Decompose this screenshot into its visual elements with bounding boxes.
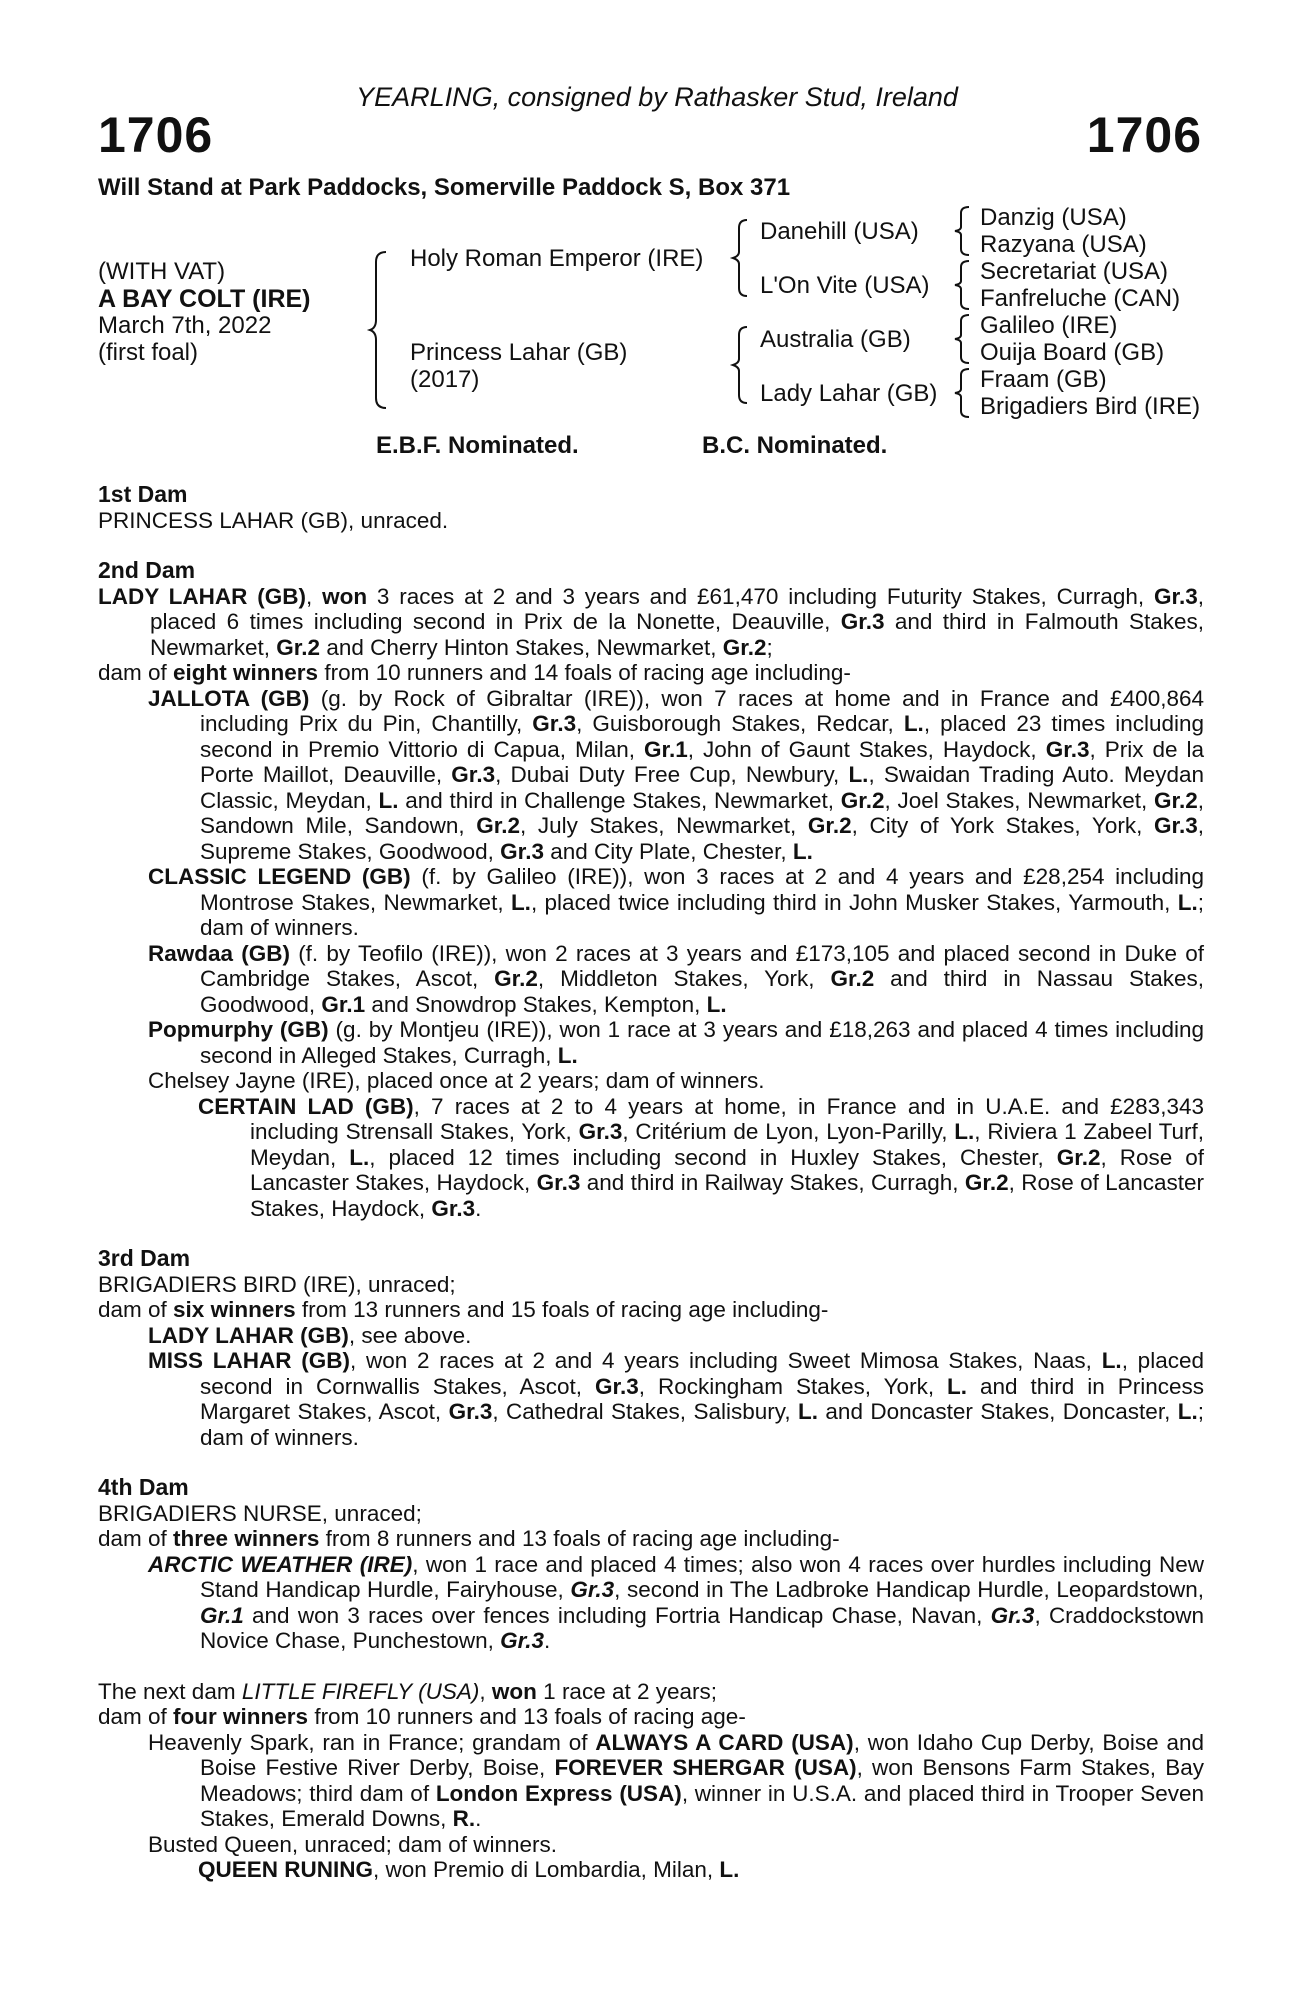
produce-miss-lahar: MISS LAHAR (GB), won 2 races at 2 and 4 years including Sweet Mimosa Stakes, Naas, L., placed second in Cornwallis Stakes, Ascot, Gr.3, Rockingham Stakes, York, L. and third in Princess Margaret Stakes, Ascot, Gr.3, Cathedral Stakes, Salisbury, L. and Doncaster Stakes, Doncaster, L.; dam of winners. [148,1348,1205,1450]
dam-year: (2017) [410,366,480,393]
produce-certain-lad: CERTAIN LAD (GB), 7 races at 2 to 4 years at home, in France and in U.A.E. and £283,343 including Strensall Stakes, York, Gr.3, Critérium de Lyon, Lyon-Parilly, L., Riviera 1 Zabeel Turf, Meydan, L., placed 12 times including second in Huxley Stakes, Chester, Gr.2, Rose of Lancaster Stakes, Haydock, Gr.3 and third in Railway Stakes, Curragh, Gr.2, Rose of Lancaster Stakes, Haydock, Gr.3. [198,1093,1204,1221]
dam-dam: Lady Lahar (GB) [760,380,938,407]
produce-queen-runing: QUEEN RUNING, won Premio di Lombardia, Milan, L. [198,1857,740,1882]
lot-number-left: 1706 [98,107,214,163]
pedigree-bracket-g1 [955,205,973,257]
ebf-nomination: E.B.F. Nominated. [376,432,579,459]
fourth-dam-produce-summary: dam of three winners from 8 runners and 13 foals of racing age including- [98,1526,840,1551]
dam-sire: Australia (GB) [760,326,911,353]
pedigree-bracket-g4 [955,367,973,419]
stand-location: Will Stand at Park Paddocks, Somerville Paddock S, Box 371 [98,174,791,201]
ancestor-5: Galileo (IRE) [980,312,1118,339]
produce-jallota: JALLOTA (GB) (g. by Rock of Gibraltar (IRE)), won 7 races at home and in France and £400,864 including Prix du Pin, Chantilly, Gr.3, Guisborough Stakes, Redcar, L., placed 23 times including second in Premio Vittorio di Capua, Milan, Gr.1, John of Gaunt Stakes, Haydock, Gr.3, Prix de la Porte Maillot, Deauville, Gr.3, Dubai Duty Free Cup, Newbury, L., Swaidan Trading Auto. Meydan Classic, Meydan, L. and third in Challenge Stakes, Newmarket, Gr.2, Joel Stakes, Newmarket, Gr.2, Sandown Mile, Sandown, Gr.2, July Stakes, Newmarket, Gr.2, City of York Stakes, York, Gr.3, Supreme Stakes, Goodwood, Gr.3 and City Plate, Chester, L. [148,685,1205,864]
ancestor-3: Secretariat (USA) [980,258,1169,285]
second-dam-record: LADY LAHAR (GB), won 3 races at 2 and 3 years and £61,470 including Futurity Stakes, Curragh, Gr.3, placed 6 times including second in Prix de la Nonette, Deauville, Gr.3 and third in Falmouth Stakes, Newmarket, Gr.2 and Cherry Hinton Stakes, Newmarket, Gr.2; [98,583,1204,660]
foal-note: (first foal) [98,339,199,366]
vat-note: (WITH VAT) [98,258,226,285]
ancestor-6: Ouija Board (GB) [980,339,1165,366]
ancestor-1: Danzig (USA) [980,204,1127,231]
fourth-dam-record: BRIGADIERS NURSE, unraced; [98,1500,422,1526]
ancestor-4: Fanfreluche (CAN) [980,285,1181,312]
second-dam-heading: 2nd Dam [98,557,196,583]
fourth-dam-heading: 4th Dam [98,1474,189,1500]
ancestor-2: Razyana (USA) [980,231,1147,258]
foaling-date: March 7th, 2022 [98,312,272,339]
sire-dam: L'On Vite (USA) [760,272,930,299]
sire-sire: Danehill (USA) [760,218,919,245]
first-dam-text: PRINCESS LAHAR (GB), unraced. [98,507,449,533]
ancestor-8: Brigadiers Bird (IRE) [980,393,1201,420]
produce-busted-queen: Busted Queen, unraced; dam of winners. [148,1831,557,1857]
third-dam-record: BRIGADIERS BIRD (IRE), unraced; [98,1271,456,1297]
consignment-line: YEARLING, consigned by Rathasker Stud, Ireland [356,82,958,112]
produce-lady-lahar: LADY LAHAR (GB), see above. [148,1322,472,1348]
produce-arctic-weather: ARCTIC WEATHER (IRE), won 1 race and placed 4 times; also won 4 races over hurdles including New Stand Handicap Hurdle, Fairyhouse, Gr.3, second in The Ladbroke Handicap Hurdle, Leopardstown, Gr.1 and won 3 races over fences including Fortria Handicap Chase, Navan, Gr.3, Craddockstown Novice Chase, Punchestown, Gr.3. [148,1551,1205,1653]
dam: Princess Lahar (GB) [410,339,628,366]
produce-popmurphy: Popmurphy (GB) (g. by Montjeu (IRE)), won 1 race at 3 years and £18,263 and placed 4 times including second in Alleged Stakes, Curragh, L. [148,1017,1204,1068]
bc-nomination: B.C. Nominated. [702,432,888,459]
first-dam-heading: 1st Dam [98,481,188,507]
next-dam-produce-summary: dam of four winners from 10 runners and 13 foals of racing age- [98,1704,746,1729]
pedigree-bracket-g3 [955,313,973,365]
lot-number-right: 1706 [1086,107,1202,163]
third-dam-heading: 3rd Dam [98,1245,191,1271]
produce-heavenly-spark: Heavenly Spark, ran in France; grandam of ALWAYS A CARD (USA), won Idaho Cup Derby, Boise and Boise Festive River Derby, Boise, FOREVER SHERGAR (USA), won Bensons Farm Stakes, Bay Meadows; third dam of London Express (USA), winner in U.S.A. and placed third in Trooper Seven Stakes, Emerald Downs, R.. [148,1729,1204,1831]
horse-name: A BAY COLT (IRE) [98,285,311,313]
pedigree-bracket-g2 [955,259,973,311]
sire: Holy Roman Emperor (IRE) [410,245,704,272]
catalogue-body [98,482,1204,1883]
second-dam-produce-summary: dam of eight winners from 10 runners and 14 foals of racing age including- [98,660,851,685]
produce-rawdaa: Rawdaa (GB) (f. by Teofilo (IRE)), won 2 races at 3 years and £173,105 and placed second in Duke of Cambridge Stakes, Ascot, Gr.2, Middleton Stakes, York, Gr.2 and third in Nassau Stakes, Goodwood, Gr.1 and Snowdrop Stakes, Kempton, L. [148,940,1204,1017]
pedigree-bracket-main [370,250,390,410]
ancestor-7: Fraam (GB) [980,366,1107,393]
pedigree-bracket-sire [733,218,753,298]
next-dam-record: The next dam LITTLE FIREFLY (USA), won 1 race at 2 years; [98,1678,718,1704]
third-dam-produce-summary: dam of six winners from 13 runners and 15 foals of racing age including- [98,1297,829,1322]
pedigree-bracket-dam [733,325,753,405]
produce-classic-legend: CLASSIC LEGEND (GB) (f. by Galileo (IRE)), won 3 races at 2 and 4 years and £28,254 including Montrose Stakes, Newmarket, L., placed twice including third in John Musker Stakes, Yarmouth, L.; dam of winners. [148,864,1204,940]
produce-chelsey-jayne: Chelsey Jayne (IRE), placed once at 2 years; dam of winners. [148,1068,765,1093]
